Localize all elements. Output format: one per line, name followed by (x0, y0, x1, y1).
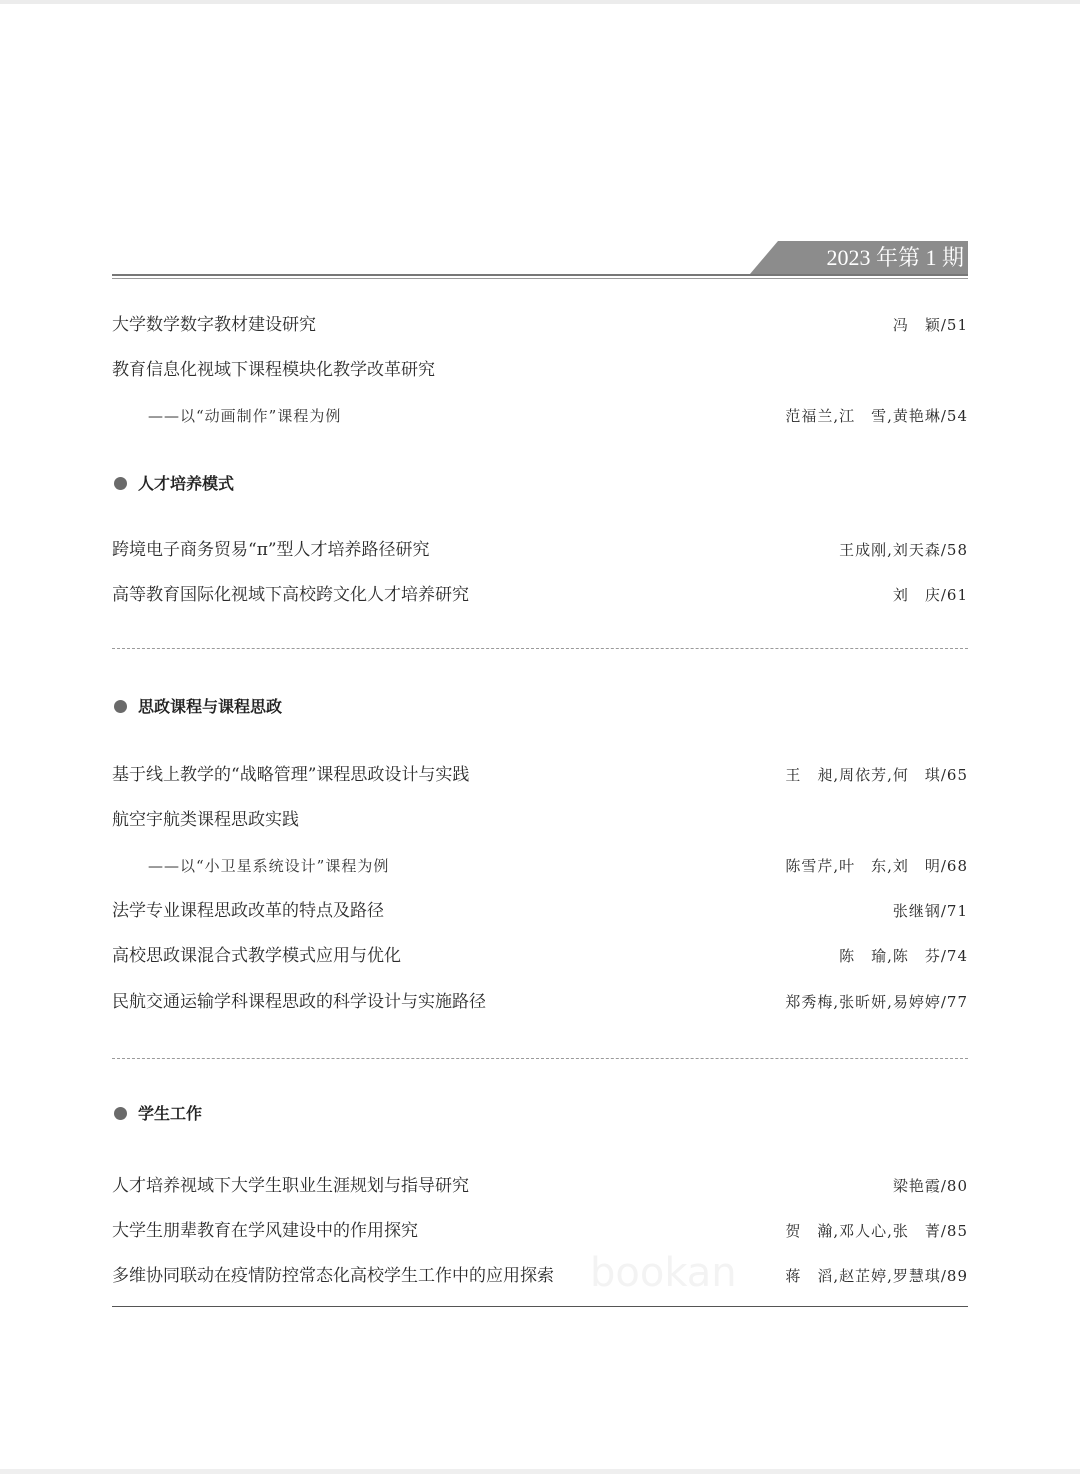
entry-authors-page: 陈 瑜,陈 芬/74 (839, 947, 968, 965)
toc-entry[interactable] (112, 761, 968, 789)
entry-subtitle: ——以“动画制作”课程为例 (148, 407, 342, 425)
section-label: 思政课程与课程思政 (138, 697, 283, 716)
toc-entry-subtitle[interactable] (112, 852, 968, 880)
entry-authors-page: 冯 颖/51 (892, 316, 968, 334)
entry-authors-page: 刘 庆/61 (892, 586, 968, 604)
toc-entry[interactable] (112, 311, 968, 339)
bullet-dot-icon (114, 700, 127, 713)
toc-entry[interactable] (112, 536, 968, 564)
toc-entry[interactable] (112, 1217, 968, 1245)
entry-title: 基于线上教学的“战略管理”课程思政设计与实践 (112, 765, 470, 785)
toc-entry[interactable] (112, 356, 968, 384)
entry-title: 教育信息化视域下课程模块化教学改革研究 (112, 360, 435, 380)
toc-entry[interactable] (112, 1262, 968, 1290)
section-label: 学生工作 (138, 1104, 203, 1123)
entry-title: 跨境电子商务贸易“π”型人才培养路径研究 (112, 540, 430, 560)
entry-title: 法学专业课程思政改革的特点及路径 (112, 901, 384, 921)
entry-authors-page: 梁艳霞/80 (892, 1177, 968, 1195)
section-divider (112, 1058, 968, 1059)
toc-entry[interactable] (112, 942, 968, 970)
section-divider (112, 648, 968, 649)
entry-authors-page: 张继钢/71 (892, 902, 968, 920)
entry-authors-page: 王成刚,刘天森/58 (839, 541, 968, 559)
section-label: 人才培养模式 (138, 474, 235, 493)
entry-authors-page: 郑秀梅,张昕妍,易婷婷/77 (785, 993, 968, 1011)
bullet-dot-icon (114, 1107, 127, 1120)
toc-entry[interactable] (112, 1172, 968, 1200)
header-rule-thin (112, 278, 968, 279)
bottom-page-edge (0, 1469, 1080, 1474)
top-page-edge (0, 0, 1080, 4)
entry-title: 航空宇航类课程思政实践 (112, 810, 299, 830)
entry-authors-page: 贺 瀚,邓人心,张 菁/85 (785, 1222, 968, 1240)
watermark: bookan (590, 1250, 737, 1296)
bullet-dot-icon (114, 477, 127, 490)
toc-entry[interactable] (112, 581, 968, 609)
entry-authors-page: 陈雪芹,叶 东,刘 明/68 (785, 857, 968, 875)
issue-label: 2023 年第 1 期 (826, 245, 964, 270)
header-rule (112, 274, 968, 276)
toc-entry-subtitle[interactable] (112, 402, 968, 430)
entry-title: 多维协同联动在疫情防控常态化高校学生工作中的应用探索 (112, 1266, 554, 1286)
toc-entry[interactable] (112, 897, 968, 925)
entry-title: 大学数学数字教材建设研究 (112, 315, 316, 335)
entry-title: 大学生朋辈教育在学风建设中的作用探究 (112, 1221, 418, 1241)
entry-authors-page: 蒋 滔,赵芷婷,罗慧琪/89 (785, 1267, 968, 1285)
entry-title: 高等教育国际化视域下高校跨文化人才培养研究 (112, 585, 469, 605)
entry-title: 民航交通运输学科课程思政的科学设计与实施路径 (112, 992, 486, 1012)
entry-authors-page: 范福兰,江 雪,黄艳琳/54 (785, 407, 968, 425)
entry-authors-page: 王 昶,周依芳,何 琪/65 (785, 766, 968, 784)
entry-subtitle: ——以“小卫星系统设计”课程为例 (148, 857, 390, 875)
toc-entry[interactable] (112, 806, 968, 834)
toc-entry[interactable] (112, 988, 968, 1016)
footer-rule (112, 1306, 968, 1307)
entry-title: 高校思政课混合式教学模式应用与优化 (112, 946, 401, 966)
entry-title: 人才培养视域下大学生职业生涯规划与指导研究 (112, 1176, 469, 1196)
